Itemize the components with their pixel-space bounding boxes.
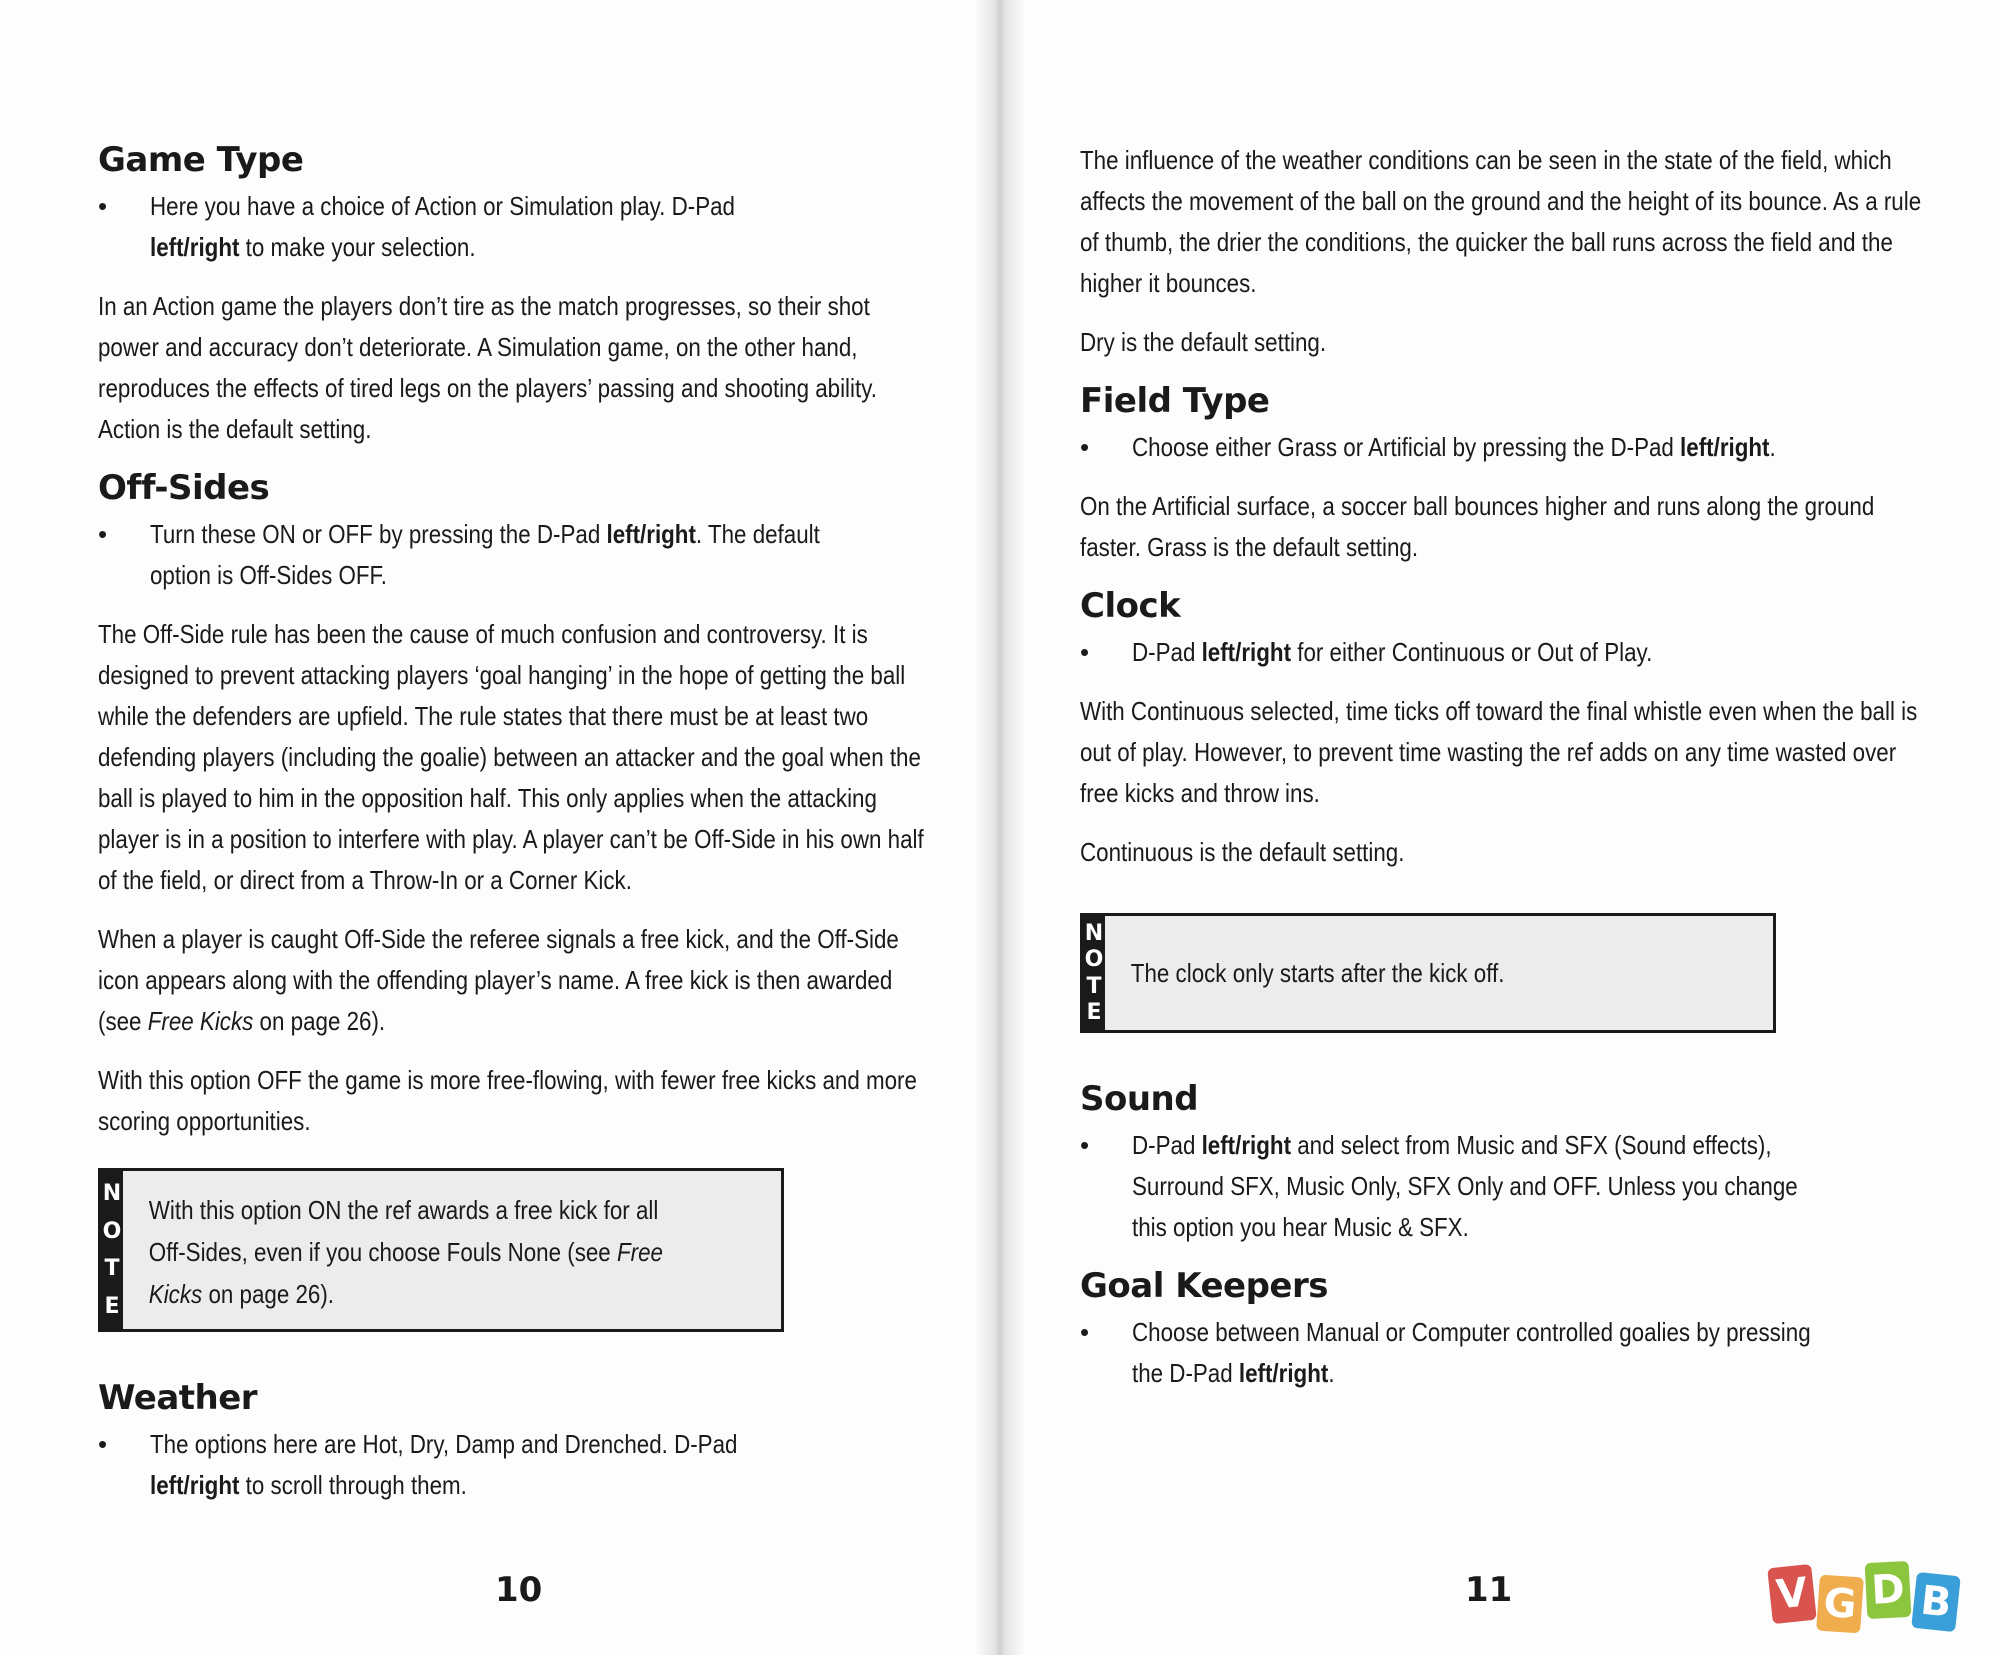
section-weather-continued xyxy=(1080,140,1940,363)
logo-tile-g: G xyxy=(1816,1575,1864,1634)
heading-weather: Weather xyxy=(98,1378,258,1418)
bullet-text: Choose either Grass or Artificial by pressing the D-Pad left/right. xyxy=(1132,432,1776,462)
para-off-sides-caught: When a player is caught Off-Side the referee signals a free kick, and the Off-Side icon appears along with the offending player’s name. A free kick is then awarded (see Free Kicks on page 26). xyxy=(98,924,899,1036)
bullet-dot: • xyxy=(1080,1130,1090,1160)
bullet-weather xyxy=(98,1424,938,1506)
page-number-left: 10 xyxy=(495,1570,543,1610)
section-clock xyxy=(1080,586,1940,873)
logo-tile-v: V xyxy=(1767,1564,1817,1624)
heading-goal-keepers: Goal Keepers xyxy=(1080,1266,1328,1306)
section-game-type xyxy=(98,140,938,450)
heading-game-type: Game Type xyxy=(98,140,304,180)
para-clock-continuous: With Continuous selected, time ticks off toward the final whistle even when the ball is out of play. However, to prevent time wasting the ref adds on any time wasted over free kicks and throw ins. xyxy=(1080,696,1918,808)
section-weather xyxy=(98,1378,938,1506)
para-field-type: On the Artificial surface, a soccer ball bounces higher and runs along the ground faster. Grass is the default setting. xyxy=(1080,491,1875,562)
bullet-dot: • xyxy=(98,519,108,549)
note-strip: N O T E xyxy=(1083,916,1105,1030)
bullet-text: D-Pad left/right for either Continuous or Out of Play. xyxy=(1132,637,1653,667)
bullet-text: The options here are Hot, Dry, Damp and Drenched. D-Pad left/right to scroll through them. xyxy=(150,1429,738,1500)
heading-off-sides: Off-Sides xyxy=(98,468,270,508)
bullet-dot: • xyxy=(98,1429,108,1459)
section-goal-keepers xyxy=(1080,1266,1940,1394)
vgdb-logo xyxy=(1770,1562,1980,1642)
bullet-clock xyxy=(1080,632,1940,673)
para-game-type: In an Action game the players don’t tire as the match progresses, so their shot power and accuracy don’t deteriorate. A Simulation game, on the other hand, reproduces the effects of tired legs on the players’ passing and shooting ability. Action is the default setting. xyxy=(98,291,877,444)
heading-sound: Sound xyxy=(1080,1079,1199,1119)
bullet-sound xyxy=(1080,1125,1940,1248)
bullet-text: Turn these ON or OFF by pressing the D-Pad left/right. The default option is Off-Sides OFF. xyxy=(150,519,820,590)
para-off-sides-off: With this option OFF the game is more free-flowing, with fewer free kicks and more scoring opportunities. xyxy=(98,1065,917,1136)
note-box-off-sides xyxy=(98,1168,784,1332)
para-clock-default: Continuous is the default setting. xyxy=(1080,837,1405,867)
heading-clock: Clock xyxy=(1080,586,1181,626)
section-off-sides xyxy=(98,468,938,1142)
para-off-sides-rule: The Off-Side rule has been the cause of much confusion and controversy. It is designed to prevent attacking players ‘goal hanging’ in the hope of getting the ball while the defenders are upfield. The rule states that there must be at least two defending players (including the goalie) between an attacker and the goal when the ball is played to him in the opposition half. This only applies when the attacking player is in a position to interfere with play. A player can’t be Off-Side in his own half of the field, or direct from a Throw-In or a Corner Kick. xyxy=(98,619,924,895)
para-weather-influence: The influence of the weather conditions can be seen in the state of the field, which affects the movement of the ball on the ground and the height of its bounce. As a rule of thumb, the drier the conditions, the quicker the ball runs across the field and the higher it bounces. xyxy=(1080,145,1922,298)
bullet-dot: • xyxy=(98,191,108,221)
bullet-text: Here you have a choice of Action or Simulation play. D-Pad left/right to make your selection. xyxy=(150,191,735,262)
section-sound xyxy=(1080,1079,1940,1248)
section-field-type xyxy=(1080,381,1940,568)
note-strip: N O T E xyxy=(101,1171,123,1329)
bullet-game-type xyxy=(98,186,938,268)
bullet-off-sides xyxy=(98,514,938,596)
bullet-dot: • xyxy=(1080,637,1090,667)
logo-tile-d: D xyxy=(1865,1561,1912,1619)
logo-tile-b: B xyxy=(1911,1572,1961,1632)
bullet-text: Choose between Manual or Computer controlled goalies by pressing the D-Pad left/right. xyxy=(1132,1317,1811,1388)
note-box-clock xyxy=(1080,913,1776,1033)
bullet-field-type xyxy=(1080,427,1940,468)
bullet-goal-keepers xyxy=(1080,1312,1940,1394)
right-page-content xyxy=(1080,140,1940,1412)
right-page xyxy=(1010,0,2000,1655)
page-number-right: 11 xyxy=(1465,1570,1513,1610)
heading-field-type: Field Type xyxy=(1080,381,1270,421)
bullet-text: D-Pad left/right and select from Music and SFX (Sound effects), Surround SFX, Music Only, SFX Only and OFF. Unless you change this option you hear Music & SFX. xyxy=(1132,1130,1798,1242)
left-page xyxy=(0,0,990,1655)
left-page-content xyxy=(98,140,938,1524)
bullet-dot: • xyxy=(1080,1317,1090,1347)
bullet-dot: • xyxy=(1080,432,1090,462)
note-text: With this option ON the ref awards a free kick for all Off-Sides, even if you choose Fouls None (see Free Kicks on page 26). xyxy=(148,1195,663,1309)
para-weather-default: Dry is the default setting. xyxy=(1080,327,1327,357)
note-text: The clock only starts after the kick off. xyxy=(1130,958,1505,988)
